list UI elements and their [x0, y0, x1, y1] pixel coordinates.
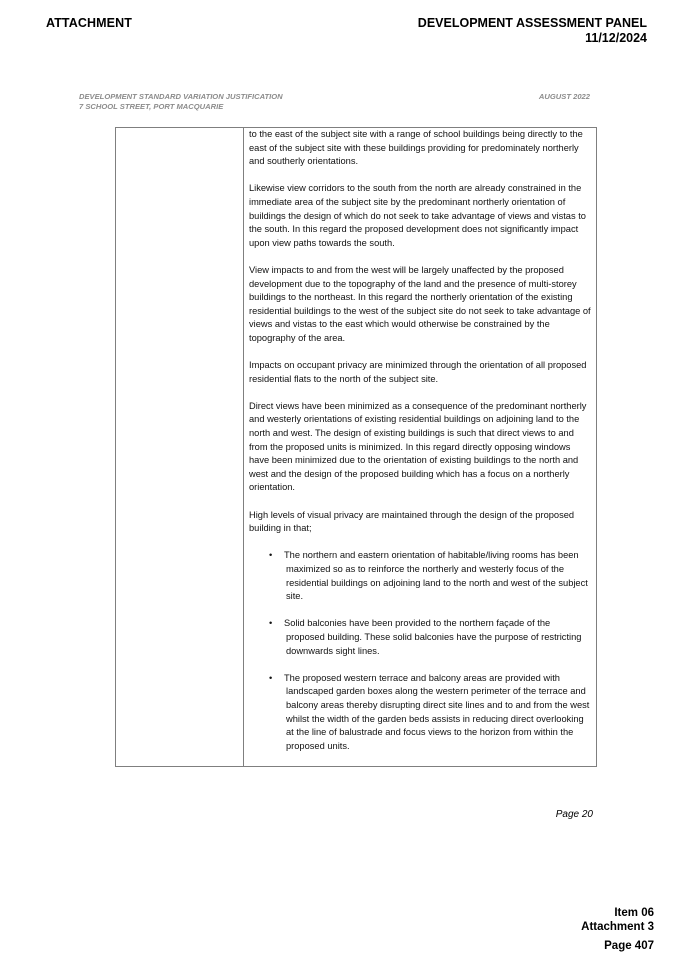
page-number: Page 20 — [555, 809, 593, 820]
attachment-label: ATTACHMENT — [46, 16, 132, 30]
table-content-cell — [249, 128, 591, 767]
privacy-measures-list — [249, 549, 591, 753]
paragraph: Impacts on occupant privacy are minimized through the orientation of all proposed residential flats to the north of the subject site. — [249, 360, 587, 384]
list-item: • The proposed western terrace and balcony areas are provided with landscaped garden boxes along the western perimeter of the terrace and balcony areas thereby disrupting direct site lines and to and from the west whilst the width of the garden beds assists in reducing direct overlooking at the line of balustrade and focus views to the horizon from within the proposed units. — [269, 672, 590, 751]
paragraph: High levels of visual privacy are maintained through the design of the proposed building in that; — [249, 509, 575, 534]
panel-date: 11/12/2024 — [585, 31, 647, 45]
document-subheader — [79, 92, 283, 111]
document-title: DEVELOPMENT STANDARD VARIATION JUSTIFICATION — [79, 92, 283, 101]
footer-reference — [581, 907, 654, 934]
column-divider — [243, 128, 244, 766]
site-address: 7 SCHOOL STREET, PORT MACQUARIE — [79, 101, 224, 111]
bullet-icon: • — [269, 672, 273, 683]
paragraph: Likewise view corridors to the south from the north are already constrained in the immediate area of the subject site by the predominant northerly orientation of buildings the design of which do not seek to take advantage of views and vistas to the south. In this regard the proposed development does not significantly impact upon view paths towards the south. — [249, 183, 586, 248]
item-number: Item 06 — [614, 907, 654, 919]
panel-header — [418, 16, 647, 46]
paragraph: View impacts to and from the west will be largely unaffected by the proposed development due to the topography of the land and the presence of multi-storey buildings to the northeast. In this regard the northerly orientation of the existing residential buildings to the west of the subject site do not seek to take advantage of views and vistas to the east which would otherwise be constrained by the topography of the area. — [249, 264, 591, 343]
footer-page-number: Page 407 — [604, 940, 654, 952]
assessment-table — [115, 127, 597, 767]
attachment-number: Attachment 3 — [581, 920, 654, 933]
paragraph: Direct views have been minimized as a consequence of the predominant northerly and westerly orientations of existing residential buildings on adjoining land to the north and west. The design of existing buildings is such that direct views to and from the proposed units is minimized. In this regard directly opposing windows have been minimized due to the orientation of existing buildings to the north and west and the design of the proposed building which has a focus on a northerly orientation. — [249, 400, 587, 493]
list-item: • Solid balconies have been provided to the northern façade of the proposed building. These solid balconies have the purpose of restricting downwards sight lines. — [269, 618, 582, 656]
paragraph: to the east of the subject site with a range of school buildings being directly to the east of the subject site with these buildings providing for predominately northerly and southerly orientations. — [249, 129, 583, 167]
list-item: • The northern and eastern orientation of habitable/living rooms has been maximized so as to reinforce the northerly and westerly focus of the residential buildings on adjoining land to the north and west of the subject site. — [269, 550, 588, 602]
bullet-icon: • — [269, 618, 273, 629]
bullet-icon: • — [269, 550, 273, 561]
panel-title: DEVELOPMENT ASSESSMENT PANEL — [417, 16, 647, 30]
document-date: AUGUST 2022 — [538, 92, 590, 101]
